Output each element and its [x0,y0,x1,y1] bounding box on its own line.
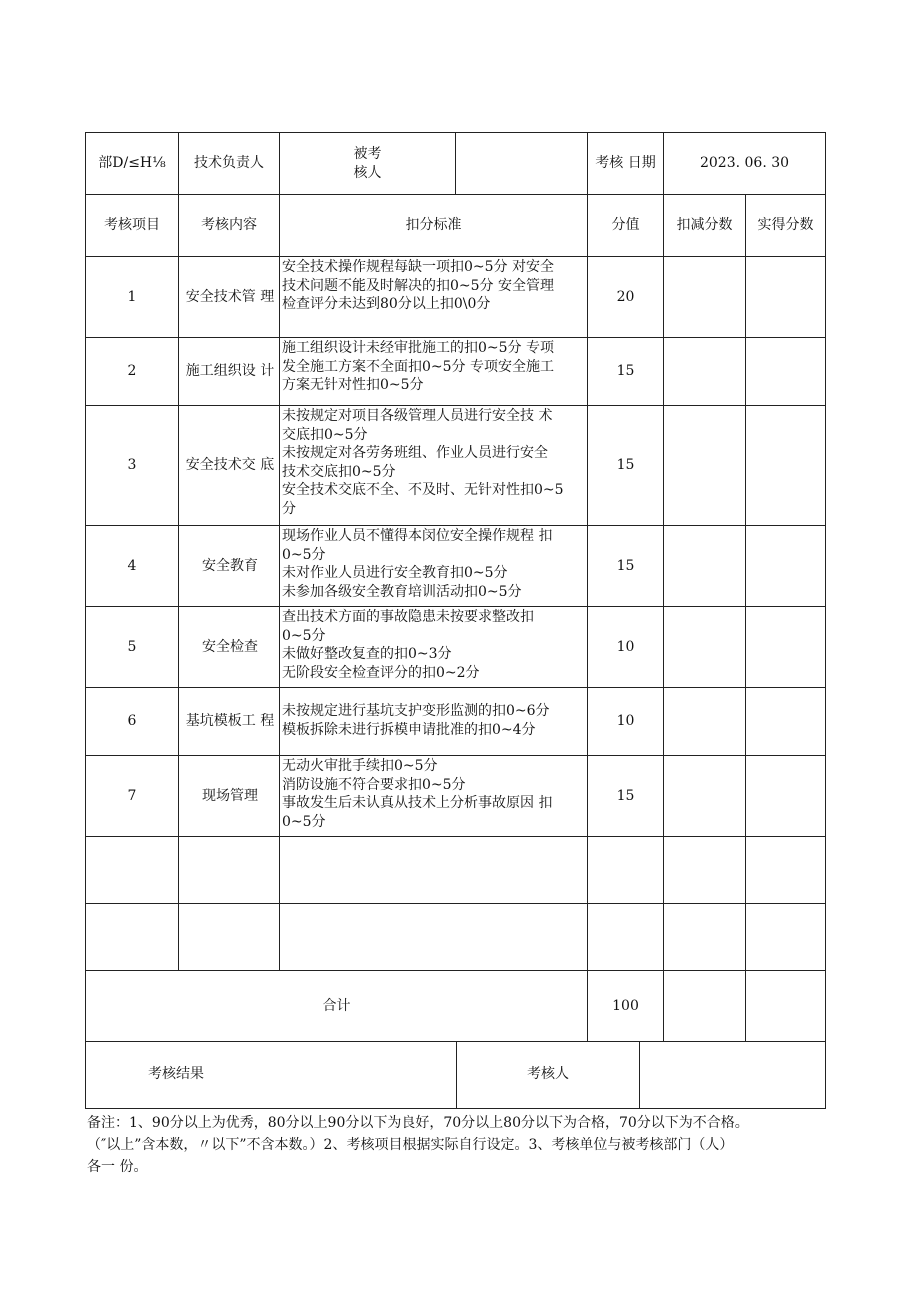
tech-lead-label: 技术负责人 [179,133,280,195]
criteria-line: 施工组织设计未经审批施工的扣0~5分 专项 [282,340,554,356]
empty-cell [179,837,280,904]
row-content: 现场管理 [179,756,280,837]
col-content: 考核内容 [179,195,280,257]
empty-cell [86,837,179,904]
criteria-line: 安全技术操作规程每缺一项扣0~5分 对安全 [282,259,554,275]
col-project: 考核项目 [86,195,179,257]
criteria-line: 未按规定对各劳务班组、作业人员进行安全 [282,445,548,461]
criteria-line: 未对作业人员进行安全教育扣0~5分 [282,565,508,581]
row-deduction-cell [664,688,746,756]
total-deduction-cell [664,971,746,1042]
assessment-table [85,132,826,1042]
row-deduction-cell [664,338,746,406]
row-criteria [280,756,588,837]
result-row [86,1042,826,1108]
row-content: 基坑模板工 程 [179,688,280,756]
empty-cell [746,904,826,971]
criteria-line: 安全技术交底不全、不及时、无针对性扣0~5 [282,482,564,498]
row-criteria [280,688,588,756]
empty-cell [664,837,746,904]
row-score: 15 [588,338,664,406]
row-number: 6 [86,688,179,756]
row-criteria [280,257,588,338]
assessee-value [456,133,588,195]
criteria-line: 无阶段安全检查评分的扣0~2分 [282,664,480,681]
remarks-line1: 备注：1、90分以上为优秀，80分以上90分以下为良好，70分以上80分以下为合格，70分以下为不合格。 [87,1115,749,1131]
criteria-line: 方案无针对性扣0~5分 [282,377,424,393]
row-deduction-cell [664,406,746,526]
header-row [86,133,826,195]
criteria-line: 发全施工方案不全面扣0~5分 专项安全施工 [282,358,554,375]
table-row [86,688,826,756]
empty-cell [588,904,664,971]
criteria-line: 未做好整改复查的扣0~3分 [282,646,452,662]
row-deduction-cell [664,607,746,688]
criteria-line: 技术问题不能及时解决的扣0~5分 安全管理 [282,277,554,294]
assessee-label-line1: 被考 [353,145,382,162]
row-deduction-cell [664,526,746,607]
result-label: 考核结果 [86,1042,457,1108]
empty-cell [588,837,664,904]
row-content: 安全技术管 理 [179,257,280,338]
criteria-line: 消防设施不符合要求扣0~5分 [282,776,466,793]
row-actual-cell [746,257,826,338]
row-content: 安全检查 [179,607,280,688]
table-row [86,756,826,837]
row-actual-cell [746,756,826,837]
criteria-line: 0~5分 [282,546,326,563]
row-content: 施工组织设 计 [179,338,280,406]
row-actual-cell [746,688,826,756]
criteria-line: 未参加各级安全教育培训活动扣0~5分 [282,583,522,600]
row-deduction-cell [664,257,746,338]
assessment-sheet [85,132,825,1109]
row-actual-cell [746,526,826,607]
criteria-line: 查出技术方面的事故隐患未按要求整改扣 [282,609,534,625]
row-number: 2 [86,338,179,406]
empty-row [86,837,826,904]
criteria-line: 交底扣0~5分 [282,426,368,443]
col-criteria: 扣分标准 [280,195,588,257]
remarks [87,1112,832,1178]
criteria-line: 分 [282,500,296,517]
row-content: 安全技术交 底 [179,406,280,526]
dept-label: 部D/≤H⅛ [86,133,179,195]
row-number: 7 [86,756,179,837]
row-number: 1 [86,257,179,338]
empty-cell [86,904,179,971]
criteria-line: 检查评分未达到80分以上扣0\0分 [282,296,491,312]
table-row [86,526,826,607]
criteria-line: 0~5分 [282,627,326,644]
row-criteria [280,607,588,688]
row-score: 20 [588,257,664,338]
table-row [86,257,826,338]
empty-row [86,904,826,971]
assessee-label-line2: 核人 [353,164,382,181]
table-row [86,607,826,688]
total-label: 合计 [86,971,588,1042]
row-criteria [280,526,588,607]
criteria-line: 事故发生后未认真从技术上分析事故原因 扣 [282,795,553,811]
date-value: 2023. 06. 30 [664,133,826,195]
criteria-line: 无动火审批手续扣0~5分 [282,758,438,774]
empty-cell [664,904,746,971]
empty-cell [280,904,588,971]
column-header-row [86,195,826,257]
row-score: 10 [588,607,664,688]
row-number: 5 [86,607,179,688]
row-score: 10 [588,688,664,756]
row-score: 15 [588,756,664,837]
total-row [86,971,826,1042]
table-row [86,406,826,526]
date-label: 考核 日期 [588,133,664,195]
empty-cell [280,837,588,904]
row-number: 4 [86,526,179,607]
row-score: 15 [588,406,664,526]
criteria-line: 现场作业人员不懂得本闵位安全操作规程 扣 [282,528,553,544]
total-score: 100 [588,971,664,1042]
row-criteria [280,406,588,526]
criteria-line: 未按规定对项目各级管理人员进行安全技 术 [282,408,553,424]
criteria-line: 模板拆除未进行拆模申请批准的扣0~4分 [282,721,536,738]
table-row [86,338,826,406]
row-content: 安全教育 [179,526,280,607]
col-actual: 实得分数 [746,195,826,257]
assessee-label [280,133,456,195]
empty-cell [179,904,280,971]
remarks-line2: （″以上”含本数，〃以下”不含本数。）2、考核项目根据实际自行设定。3、考核单位与被考核部门（人） [87,1137,734,1153]
row-actual-cell [746,607,826,688]
col-deduction: 扣减分数 [664,195,746,257]
assessor-value-cell [640,1042,826,1108]
row-score: 15 [588,526,664,607]
total-actual-cell [746,971,826,1042]
empty-cell [746,837,826,904]
row-criteria [280,338,588,406]
criteria-line: 未按规定进行基坑支护变形监测的扣0~6分 [282,703,550,719]
criteria-line: 技术交底扣0~5分 [282,463,396,480]
row-actual-cell [746,338,826,406]
col-score: 分值 [588,195,664,257]
remarks-line3: 各一 份。 [87,1159,148,1175]
criteria-line: 0~5分 [282,813,326,830]
row-actual-cell [746,406,826,526]
row-deduction-cell [664,756,746,837]
assessor-label: 考核人 [457,1042,640,1108]
result-table [85,1042,826,1109]
row-number: 3 [86,406,179,526]
